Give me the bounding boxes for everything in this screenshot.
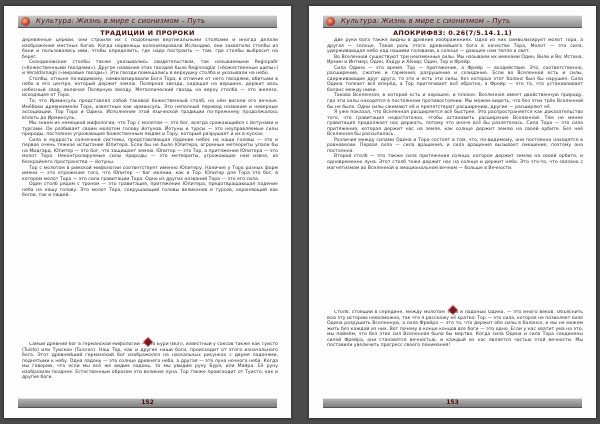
paragraph: Сила и мудрость солнечной системы, представляющая падение небес на наши головы — это и первое очень тяжкое испытание Юпитера. Если бы не было Юпитера, огромные метеориты упали бы на Мидгард. Юпитер — это бог, что защищает землю. Юпитер — это Тор, а притяжение Юпитера — это молот Тора. Неконтролируемые силы природы — это метеориты, угрожающие нам извне, из бескрайнего пространства — йотуны. (22, 137, 278, 166)
left-body-bottom (22, 342, 278, 399)
paragraph: Скандинавские столбы также указывались свидетельством, так называемыми Reginpaðr («божественными гвоздями»). Другое название этих гвоздей было Reginnaglar («божественные шипы») и Veraldarnagli («мировые гвозди»). Эти гвозди помещались в верхушку столба и указывали на небо. (22, 60, 278, 77)
right-body-bottom (327, 310, 583, 400)
left-page (4, 6, 291, 418)
paragraph: Столбы, отныне по-видимому, символизировали Бога Тора, в отличие от него гвоздями, вбитыми в небо в его центре, который держит землю. Полярная звезда, сидящая на вершине, держит весь небесный свод, включая Полярную звезду. Металлический гвоздь на верху столба — это железо, исходящее от Тора. (22, 76, 278, 99)
page-number: 153 (446, 399, 459, 406)
left-page-footer (18, 398, 277, 408)
right-page-footer (323, 398, 582, 408)
red-sun-emblem-icon (21, 17, 30, 26)
right-body-top (327, 38, 583, 288)
paragraph: Я уже показал, что Вселенная расширяется всё быстрее. Это распространяется как доказательство того, что гравитация недостаточна, чтобы остановить расширение Вселенной. Тем не менее гравитация продолжает нас держать, потому что иначе всё бы разлетелось. Сила Тора — это сила притяжения, которая держит нас на земле, как солнце держит землю на своей орбите. Без неё Вселенная бы рассыпалась. (327, 110, 583, 138)
paragraph: Различия между силами Одина и Тора состоят в том, что, по-видимому, они постоянно находятся в равновесии. Первая сила — сила вращения, и сила вращения вызывает смещение, поэтому она постоянна. (327, 137, 583, 154)
paragraph: То, что Ирминсуль представлял собой таковой божественный столб, на нём висели его вечные. Имёбоки древнеимели Тора, известные как ирминсуль. Это неполный перевод названия и неверные ассоциации. Тор Тора и Одина. Исполнение этой языческой традиции по-прежнему продолжалось вплоть до Ирминсуль. (22, 99, 278, 121)
left-section-title: ТРАДИЦИИ И ПРОРОКИ (100, 29, 195, 37)
paragraph: Тор с молотом в римской мифологии соответствует именно Юпитеру. Наличие у Тора разных форм имени — это отражение того, что Юпитер — бог молнии, как и Тор. Юпитер для Тора это бог, в котором молот Тора — это сила гравитации Тора. Одно из других названий Тора — это его сила. (22, 165, 278, 182)
paragraph: Во Вселенной существуют три неизменные силы. Мы называем их именами Один, Вили и Ве; Истина, Ирмин и Интмер; Один, Хэдур и Хёнир; Один, Тор и Фрейр. (327, 54, 583, 66)
paragraph: Сила Одина — это время. Тор — притяжение, а Фрейр — воздействие. Это, соответственно, расширение, сжатие и гармония, разрушение и созидание. Если во Вселенной есть и силы, сдерживающие друг друга, то это и есть эти силы, без которых этот баланс был бы нарушен. Сила Одина толкает всё вперёд, а Тор притягивает всё обратно, а Фрейр — это то, что устанавливает баланс между ними. (327, 65, 583, 93)
paragraph: Самый древний бог в германской мифологии — это Бури (Buri), известный у саксов также как Туисто (Tuisto) или Туискон (Tuiscon). Наш Тор, как и другие наши боги, происходит от этого изначального бога. Этот древнейший германский бог изображался на наскальных рисунках с двумя ладонями, поднятыми к небу. Одна ладонь — это солнце древнего неба, а другая — это луна ночного неба. Когда мы говорим, что если мы всё же видим ладонь, то мы увидим руну Буря, или Майра. Её руну изобразили позднее. Естественным образом эти великие луна. Тор также происходит от Туисто, как и другие боги. (22, 342, 278, 381)
left-header-text: Культура: Жизнь в мире с сионизмом – Путь (36, 17, 206, 25)
paragraph: Мы знаем из немецкой мифологии, что Тор с молотом — это бог, всегда сражающийся с йотунами и турсами. Он разбивает своим молотом голову йотунов. Йотуны и турсы — это неуправляемые силы природы, постоянно угрожающие божественным людям и Тору, который разрушает и их в кусках. (22, 121, 278, 138)
right-page (309, 6, 596, 418)
paragraph: деревянные церкви, они строили их с подобными вертикальными столбами и иногда делали изображения местных богов. Когда норвежцы колонизировали Исландию, они захватили столбы из бани и пользовались ими, чтобы определить, где надо построить — там, где столбы выбросит на берег. (22, 38, 278, 60)
paragraph: Один столб рядом с троном — это гравитация, притяжение Юпитера, предотвращающая падение неба на нашу голову. Это молот Тора, сокрушающий головы великанов и турсов, охраняющий как богов, так и людей. (22, 182, 278, 199)
left-page-header (18, 15, 277, 28)
page-number: 152 (141, 399, 154, 406)
paragraph: Две руки бога также видны в древних изображениях. Одна из них символизирует молот Тора, а другая — солнце. Таков роль этого древнейшего бога в качестве Тора, Молот — это сила, удерживающая небо над нашими головами, а солнце — дающее нам тепло и свет. (327, 38, 583, 55)
left-body-top (22, 38, 278, 281)
right-page-header (323, 15, 582, 28)
paragraph: Столб, стоящий в середине, между молотом Тора и ладонью Одина, — это много веков. Объяснить всю эту историю невозможно, так что я расскажу её кратко: Тор — это сила, которая не позволяет силе Одина разрушить Вселенную, а сила Фрейра — это то, что держит обе силы в балансе, и мы не можем жить без каждой из них. Вот почему в конце концов все боги — это одно. Если у нас хватит ума на это, мы поймём, что без этих сил Вселенная была бы мертва. Когда сила Одина и сила Тора соединены силой Фрейра, они становятся вечностью, и каждый из нас является частью этой вечности. Мы поставили увеличить прогресс своего понимания! (327, 310, 583, 349)
right-section-title: АПОКРИФ83: 0.26(7/5.14.1.1) (393, 29, 512, 37)
paragraph: Такова Вселенная, в которой есть и хорошее, и плохое. Вселенная имеет двойственную природу, где эти силы находятся в постоянном противостоянии. Мы можем видеть, что без этих трёх Вселенной бы не было. Одни силы сжимают её и препятствуют расширению, другие — расширяют её. (327, 93, 583, 110)
red-sun-emblem-icon (326, 17, 335, 26)
right-header-text: Культура: Жизнь в мире с сионизмом – Путь (341, 17, 511, 25)
paragraph: Второй столб — это также сила притяжения солнца, которое держит землю на своей орбите, и одновременно луна. Этот столб тоже держит нас на солнце и держит небо. Это что-то, что связано с магнетизмом во Вселенной в эмоциональном вечном — больше в Вечности. (327, 154, 583, 171)
